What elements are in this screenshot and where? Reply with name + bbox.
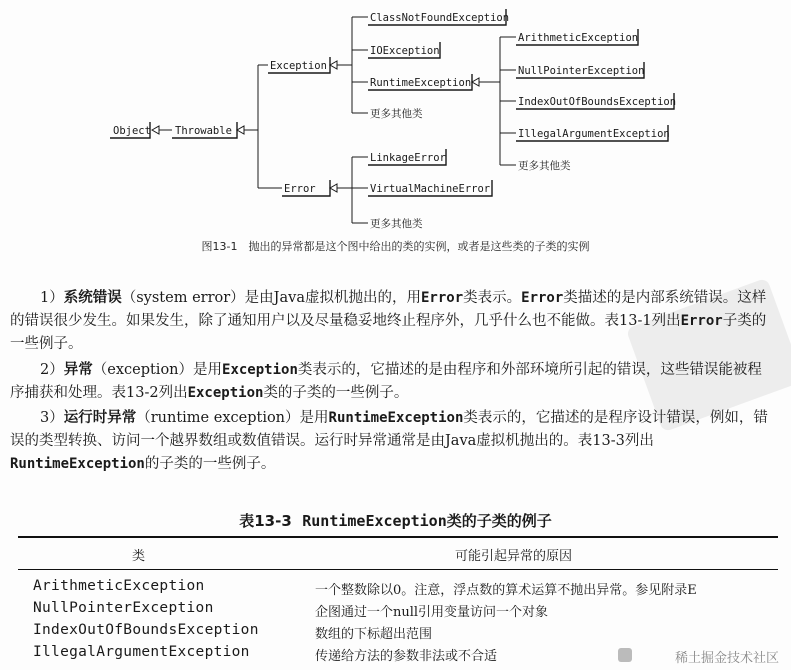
term-system-error: 系统错误 bbox=[63, 289, 122, 306]
code-runtime-exception: RuntimeException bbox=[328, 410, 464, 426]
row-class: IndexOutOfBoundsException bbox=[33, 622, 259, 638]
paragraph-system-error bbox=[10, 286, 770, 356]
text-segment: 类表示。 bbox=[463, 290, 522, 306]
paragraph-number: 1） bbox=[40, 290, 64, 306]
table-header-rule bbox=[18, 569, 778, 570]
text-segment: 类表示的，它描述的是由程序和外部环境所引起的错误，这些错误能被程序捕获和处理。表13-2列出 bbox=[10, 362, 762, 401]
more-runtime-node: 更多其他类 bbox=[518, 160, 571, 172]
code-error: Error bbox=[680, 313, 723, 329]
table-row bbox=[33, 644, 778, 665]
text-segment: （system error）是由Java虚拟机抛出的，用 bbox=[121, 290, 421, 306]
code-error: Error bbox=[521, 290, 564, 306]
table-title-code: RuntimeException bbox=[302, 512, 447, 530]
text-segment: 类描述的是内部系统错误。这样的错误很少发生。如果发生，除了通知用户以及尽量稳妥地终止程序外，几乎什么也不能做。表13-1列出 bbox=[10, 290, 767, 329]
code-runtime-exception: RuntimeException bbox=[10, 456, 145, 472]
row-reason: 企图通过一个null引用变量访问一个对象 bbox=[315, 605, 549, 620]
code-error: Error bbox=[420, 290, 464, 306]
term-exception: 异常 bbox=[63, 361, 93, 378]
object-node: Object bbox=[113, 125, 151, 137]
more-exception-node: 更多其他类 bbox=[370, 108, 423, 120]
exception-node: Exception bbox=[270, 60, 327, 72]
paragraph-runtime-exception bbox=[10, 406, 770, 476]
runtime-exception-node: RuntimeException bbox=[370, 77, 472, 89]
paragraph-number: 2） bbox=[40, 362, 64, 378]
index-out-of-bounds-exception-node: IndexOutOfBoundsException bbox=[518, 96, 677, 108]
code-exception: Exception bbox=[187, 385, 264, 401]
text-segment: 的子类的一些例子。 bbox=[144, 456, 276, 472]
row-class: NullPointerException bbox=[33, 600, 214, 616]
watermark-logo-icon bbox=[618, 648, 632, 662]
arithmetic-exception-node: ArithmeticException bbox=[518, 32, 639, 44]
exception-hierarchy-diagram bbox=[0, 0, 791, 240]
table-row bbox=[33, 578, 778, 599]
text-segment: 子类的一些例子。 bbox=[10, 313, 767, 352]
table-title-suffix: 类的子类的例子 bbox=[446, 512, 552, 530]
error-node: Error bbox=[284, 183, 316, 195]
watermark-text: 稀土掘金技术社区 bbox=[674, 651, 779, 666]
text-segment: 类的子类的一些例子。 bbox=[263, 385, 409, 401]
illegal-argument-exception-node: IllegalArgumentException bbox=[518, 128, 670, 140]
class-not-found-exception-node: ClassNotFoundException bbox=[370, 12, 510, 24]
row-reason: 数组的下标超出范围 bbox=[315, 627, 433, 642]
table-row bbox=[33, 622, 778, 643]
table-number: 表13-3 bbox=[239, 512, 292, 530]
text-segment: （runtime exception）是用 bbox=[136, 410, 329, 426]
null-pointer-exception-node: NullPointerException bbox=[518, 65, 645, 77]
paragraph-exception bbox=[10, 358, 770, 405]
row-reason: 传递给方法的参数非法或不合适 bbox=[315, 649, 498, 664]
paragraph-number: 3） bbox=[40, 410, 64, 426]
io-exception-node: IOException bbox=[370, 45, 440, 57]
row-class: IllegalArgumentException bbox=[33, 644, 250, 660]
virtual-machine-error-node: VirtualMachineError bbox=[370, 183, 491, 195]
table-top-rule bbox=[18, 536, 778, 538]
header-class: 类 bbox=[132, 549, 146, 564]
figure-caption: 图13-1 抛出的异常都是这个图中给出的类的实例，或者是这些类的子类的实例 bbox=[201, 240, 590, 253]
throwable-node: Throwable bbox=[175, 125, 232, 137]
more-error-node: 更多其他类 bbox=[370, 218, 423, 230]
linkage-error-node: LinkageError bbox=[370, 152, 446, 164]
text-segment: （exception）是用 bbox=[92, 362, 223, 378]
row-class: ArithmeticException bbox=[33, 578, 205, 594]
term-runtime-exception: 运行时异常 bbox=[63, 409, 137, 426]
code-exception: Exception bbox=[222, 362, 298, 378]
text-segment: 类表示的，它描述的是程序设计错误，例如，错误的类型转换、访问一个越界数组或数值错误。运行时异常通常是由Java虚拟机抛出的。表13-3列出 bbox=[10, 410, 768, 449]
row-reason: 一个整数除以0。注意，浮点数的算术运算不抛出异常。参见附录E bbox=[315, 583, 697, 598]
table-row bbox=[33, 600, 778, 621]
table-title bbox=[0, 510, 791, 531]
header-reason: 可能引起异常的原因 bbox=[455, 549, 573, 564]
